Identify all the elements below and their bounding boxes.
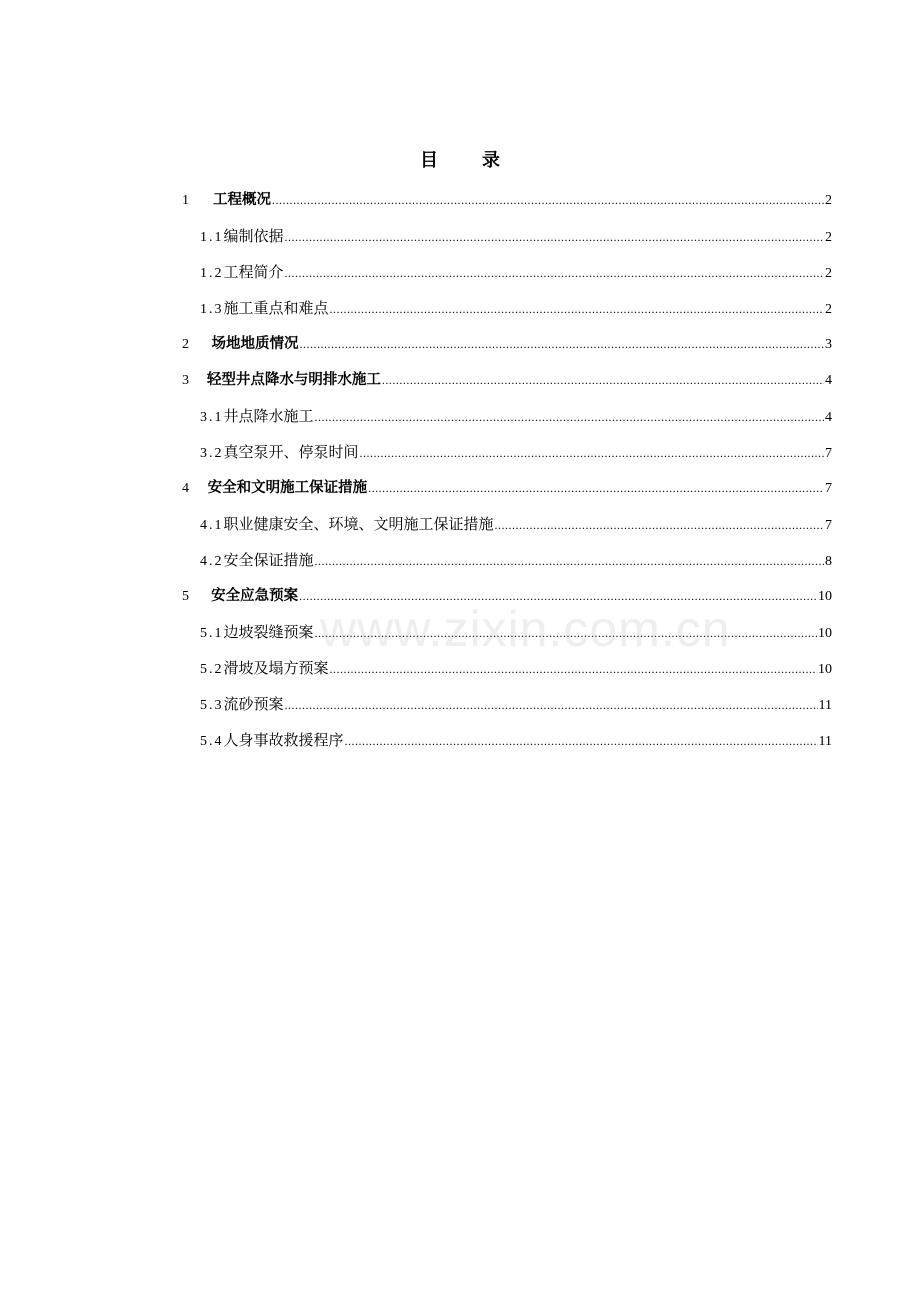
toc-entry-number: 3.1 (200, 410, 224, 425)
toc-entry-number: 5.2 (200, 662, 224, 677)
toc-entry[interactable] (182, 439, 832, 475)
toc-entry-title: 滑坡及塌方预案 (223, 659, 329, 677)
toc-dot-leader (285, 692, 818, 718)
toc-entry[interactable] (182, 655, 832, 691)
toc-entry[interactable] (182, 547, 832, 583)
toc-dot-leader (285, 224, 824, 250)
toc-entry-number: 1.2 (200, 266, 224, 281)
toc-entry-page: 2 (825, 302, 832, 317)
toc-entry[interactable] (182, 331, 832, 367)
toc-dot-leader (315, 548, 824, 574)
toc-entry-title: 边坡裂缝预案 (223, 623, 314, 641)
toc-entry[interactable] (182, 223, 832, 259)
toc-dot-leader (330, 296, 824, 322)
toc-entry-title: 职业健康安全、环境、文明施工保证措施 (223, 515, 494, 533)
toc-entry[interactable] (182, 475, 832, 511)
toc-entry[interactable] (182, 187, 832, 223)
toc-entry-title: 人身事故救援程序 (223, 731, 344, 749)
toc-entry-page: 2 (825, 230, 832, 245)
toc-entry-page: 4 (825, 373, 832, 388)
toc-entry-title: 场地地质情况 (211, 336, 299, 352)
toc-entry-page: 7 (825, 446, 832, 461)
toc-entry[interactable] (182, 259, 832, 295)
toc-dot-leader (272, 187, 824, 213)
toc-entry-title: 井点降水施工 (223, 407, 314, 425)
toc-entry-number: 4.2 (200, 554, 224, 569)
toc-entry-number: 1 (182, 193, 189, 208)
toc-entry-title: 安全应急预案 (211, 588, 299, 604)
page-title (0, 146, 920, 172)
toc-dot-leader (382, 367, 824, 393)
toc-entry-page: 3 (825, 337, 832, 352)
toc-dot-leader (299, 583, 817, 609)
toc-entry-page: 10 (818, 589, 832, 604)
toc-entry-page: 10 (818, 626, 832, 641)
toc-entry[interactable] (182, 619, 832, 655)
watermark: www.zixin.com.cn (320, 601, 731, 657)
toc-dot-leader (315, 404, 824, 430)
toc-entry-number: 5.4 (200, 734, 224, 749)
toc-entry-title: 安全保证措施 (223, 551, 314, 569)
toc-entry-number: 3.2 (200, 446, 224, 461)
toc-entry[interactable] (182, 295, 832, 331)
toc-entry-number: 3 (182, 373, 189, 388)
toc-entry-page: 2 (825, 193, 832, 208)
toc-entry-number: 2 (182, 337, 189, 352)
toc-entry-page: 7 (825, 518, 832, 533)
toc-entry-page: 8 (825, 554, 832, 569)
toc-entry[interactable] (182, 691, 832, 727)
toc-entry-page: 4 (825, 410, 832, 425)
toc-entry-page: 11 (818, 734, 832, 749)
toc-entry-title: 编制依据 (223, 227, 284, 245)
toc-dot-leader (345, 728, 818, 754)
toc-dot-leader (299, 331, 824, 357)
toc-entry-title: 工程简介 (223, 263, 284, 281)
toc-entry-title: 工程概况 (213, 192, 272, 208)
toc-entry-title: 安全和文明施工保证措施 (207, 480, 368, 496)
toc-entry-page: 11 (818, 698, 832, 713)
page-title-char-1: 目 (420, 150, 438, 172)
toc-dot-leader (330, 656, 817, 682)
toc-entry-number: 1.1 (200, 230, 224, 245)
toc-entry-page: 10 (818, 662, 832, 677)
toc-entry[interactable] (182, 727, 832, 763)
toc-entry-number: 5.1 (200, 626, 224, 641)
page-title-char-2: 录 (482, 150, 500, 172)
toc-entry-number: 5 (182, 589, 189, 604)
toc-entry-number: 4.1 (200, 518, 224, 533)
toc-dot-leader (285, 260, 824, 286)
toc-dot-leader (368, 475, 824, 501)
toc-entry-number: 5.3 (200, 698, 224, 713)
toc-entry[interactable] (182, 367, 832, 403)
toc-entry[interactable] (182, 583, 832, 619)
toc-dot-leader (315, 620, 817, 646)
toc-entry-number: 4 (182, 481, 189, 496)
toc-entry[interactable] (182, 511, 832, 547)
toc-entry-title: 流砂预案 (223, 695, 284, 713)
toc-entry-page: 7 (825, 481, 832, 496)
toc-entry-title: 真空泵开、停泵时间 (223, 443, 359, 461)
table-of-contents (182, 187, 832, 763)
toc-entry[interactable] (182, 403, 832, 439)
toc-entry-page: 2 (825, 266, 832, 281)
toc-dot-leader (495, 512, 824, 538)
toc-entry-title: 轻型井点降水与明排水施工 (206, 372, 381, 388)
toc-dot-leader (360, 440, 824, 466)
toc-entry-title: 施工重点和难点 (223, 299, 329, 317)
toc-entry-number: 1.3 (200, 302, 224, 317)
